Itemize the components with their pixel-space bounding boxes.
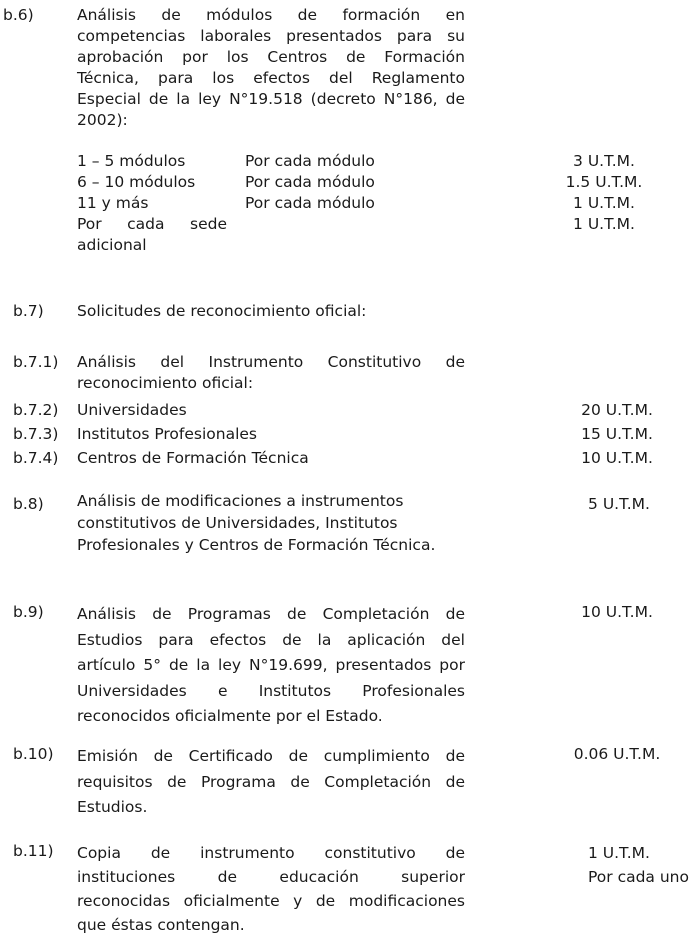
text-line: instituciones de educación superior	[77, 868, 465, 886]
module-range: 11 y más	[77, 194, 149, 212]
text-line: 2002):	[77, 111, 128, 129]
item-b6-description	[77, 5, 465, 131]
item-b11-description	[77, 841, 465, 937]
text-line: Profesionales y Centros de Formación Técnica.	[77, 536, 436, 554]
text-line: Técnica, para los efectos del Reglamento	[77, 69, 465, 87]
module-range: 1 – 5 módulos	[77, 152, 186, 170]
item-code-b73: b.7.3)	[13, 425, 59, 443]
fee-value: 5 U.T.M.	[588, 495, 650, 513]
item-code-b10: b.10)	[13, 745, 54, 763]
fee-value: 3 U.T.M.	[573, 152, 635, 170]
text-line: Análisis de Programas de Completación de	[77, 605, 465, 623]
item-code-b71: b.7.1)	[13, 353, 59, 371]
fee-value: 1 U.T.M.	[588, 844, 650, 862]
item-b10-description	[77, 744, 465, 821]
text-line: Análisis del Instrumento Constitutivo de	[77, 353, 465, 371]
text-line: Emisión de Certificado de cumplimiento de	[77, 747, 465, 765]
fee-value: 1.5 U.T.M.	[565, 173, 643, 191]
item-code-b11: b.11)	[13, 842, 54, 860]
item-b7-description: Solicitudes de reconocimiento oficial:	[77, 302, 367, 320]
item-code-b72: b.7.2)	[13, 401, 59, 419]
fee-value: 10 U.T.M.	[581, 603, 653, 621]
text-line: Análisis de módulos de formación en	[77, 6, 465, 24]
module-unit: Por cada módulo	[245, 152, 375, 170]
item-code-b6: b.6)	[3, 6, 34, 24]
text-line: que éstas contengan.	[77, 916, 245, 934]
text-line: competencias laborales presentados para su	[77, 27, 465, 45]
module-range	[77, 214, 227, 256]
text-line: requisitos de Programa de Completación de	[77, 772, 465, 791]
text-line: Universidades e Institutos Profesionales	[77, 681, 465, 700]
module-unit: Por cada módulo	[245, 194, 375, 212]
item-b73-description: Institutos Profesionales	[77, 425, 258, 443]
item-code-b74: b.7.4)	[13, 449, 59, 467]
fee-value: 1 U.T.M.	[573, 194, 635, 212]
item-b74-description: Centros de Formación Técnica	[77, 449, 309, 467]
text-line: adicional	[77, 236, 147, 254]
fee-value: 0.06 U.T.M.	[573, 745, 661, 763]
text-line: artículo 5° de la ley N°19.699, presentados por	[77, 656, 465, 674]
text-line: Por cada sede	[77, 215, 227, 233]
fee-value-b11	[588, 841, 689, 889]
item-b9-description	[77, 602, 465, 730]
text-line: Estudios.	[77, 798, 148, 816]
fee-value: 1 U.T.M.	[573, 215, 635, 233]
item-code-b9: b.9)	[13, 603, 44, 621]
fee-value: 20 U.T.M.	[581, 401, 653, 419]
fee-note: Por cada uno	[588, 868, 689, 886]
item-b8-description	[77, 490, 435, 556]
text-line: reconocidos oficialmente por el Estado.	[77, 707, 383, 725]
text-line: Análisis de modificaciones a instrumentos	[77, 492, 404, 510]
text-line: constitutivos de Universidades, Institutos	[77, 514, 398, 532]
module-unit: Por cada módulo	[245, 173, 375, 191]
text-line: reconocimiento oficial:	[77, 374, 254, 392]
text-line: aprobación por los Centros de Formación	[77, 48, 465, 66]
text-line: Especial de la ley N°19.518 (decreto N°186, de	[77, 90, 465, 108]
text-line: Estudios para efectos de la aplicación del	[77, 630, 465, 649]
module-range: 6 – 10 módulos	[77, 173, 196, 191]
text-line: reconocidas oficialmente y de modificaciones	[77, 892, 465, 910]
item-code-b8: b.8)	[13, 495, 44, 513]
fee-value: 10 U.T.M.	[581, 449, 653, 467]
fee-value: 15 U.T.M.	[581, 425, 653, 443]
text-line: Copia de instrumento constitutivo de	[77, 844, 465, 862]
item-b72-description: Universidades	[77, 401, 187, 419]
item-code-b7: b.7)	[13, 302, 44, 320]
item-b71-description	[77, 352, 465, 394]
